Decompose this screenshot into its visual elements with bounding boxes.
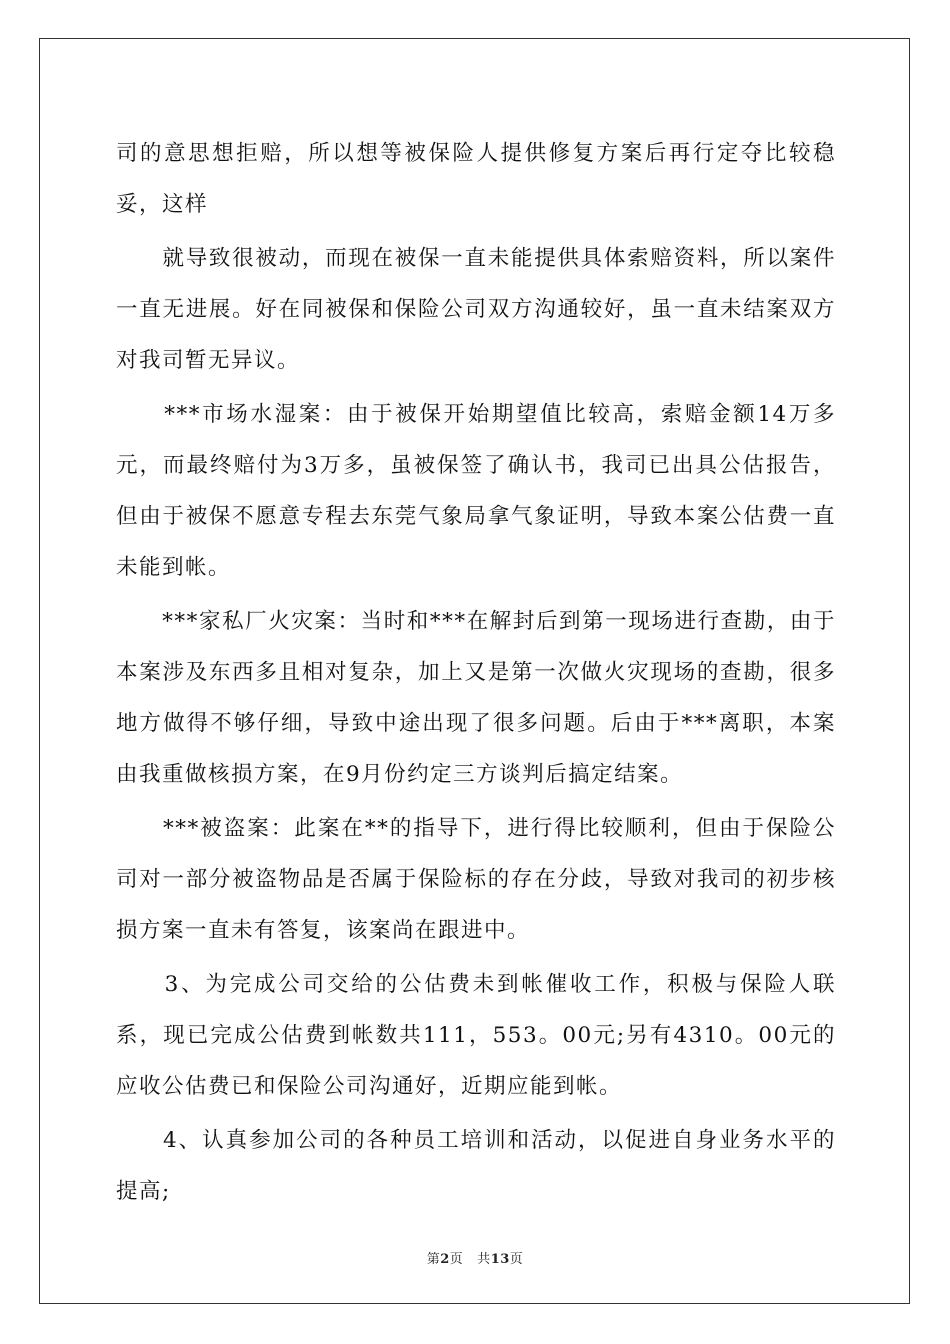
page-footer bbox=[0, 1248, 950, 1267]
page-prefix: 第 bbox=[426, 1252, 441, 1267]
page-total: 13 bbox=[490, 1252, 510, 1267]
page-current: 2 bbox=[440, 1252, 450, 1267]
paragraph-4: ***家私厂火灾案：当时和***在解封后到第一现场进行查勘，由于本案涉及东西多且相对复杂，加上又是第一次做火灾现场的查勘，很多地方做得不够仔细，导致中途出现了很多问题。后由于***离职，本案由我重做核损方案，在9月份约定三方谈判后搞定结案。 bbox=[116, 609, 836, 787]
page-unit: 页 bbox=[449, 1252, 464, 1267]
paragraph-5: ***被盗案：此案在**的指导下，进行得比较顺利，但由于保险公司对一部分被盗物品是否属于保险标的存在分歧，导致对我司的初步核损方案一直未有答复，该案尚在跟进中。 bbox=[116, 816, 836, 943]
total-unit: 页 bbox=[509, 1252, 524, 1267]
document-body bbox=[116, 128, 836, 1217]
paragraph-1: 司的意思想拒赔，所以想等被保险人提供修复方案后再行定夺比较稳妥，这样 bbox=[116, 141, 836, 217]
paragraph-6: 3、为完成公司交给的公估费未到帐催收工作，积极与保险人联系，现已完成公估费到帐数共111，553。00元;另有4310。00元的应收公估费已和保险公司沟通好，近期应能到帐。 bbox=[116, 972, 836, 1099]
total-prefix: 共 bbox=[477, 1252, 491, 1267]
paragraph-3: ***市场水湿案：由于被保开始期望值比较高，索赔金额14万多元，而最终赔付为3万多，虽被保签了确认书，我司已出具公估报告，但由于被保不愿意专程去东莞气象局拿气象证明，导致本案公估费一直未能到帐。 bbox=[116, 402, 836, 580]
paragraph-7: 4、认真参加公司的各种员工培训和活动，以促进自身业务水平的提高; bbox=[116, 1128, 836, 1204]
paragraph-2: 就导致很被动，而现在被保一直未能提供具体索赔资料，所以案件一直无进展。好在同被保和保险公司双方沟通较好，虽一直未结案双方对我司暂无异议。 bbox=[116, 246, 836, 373]
